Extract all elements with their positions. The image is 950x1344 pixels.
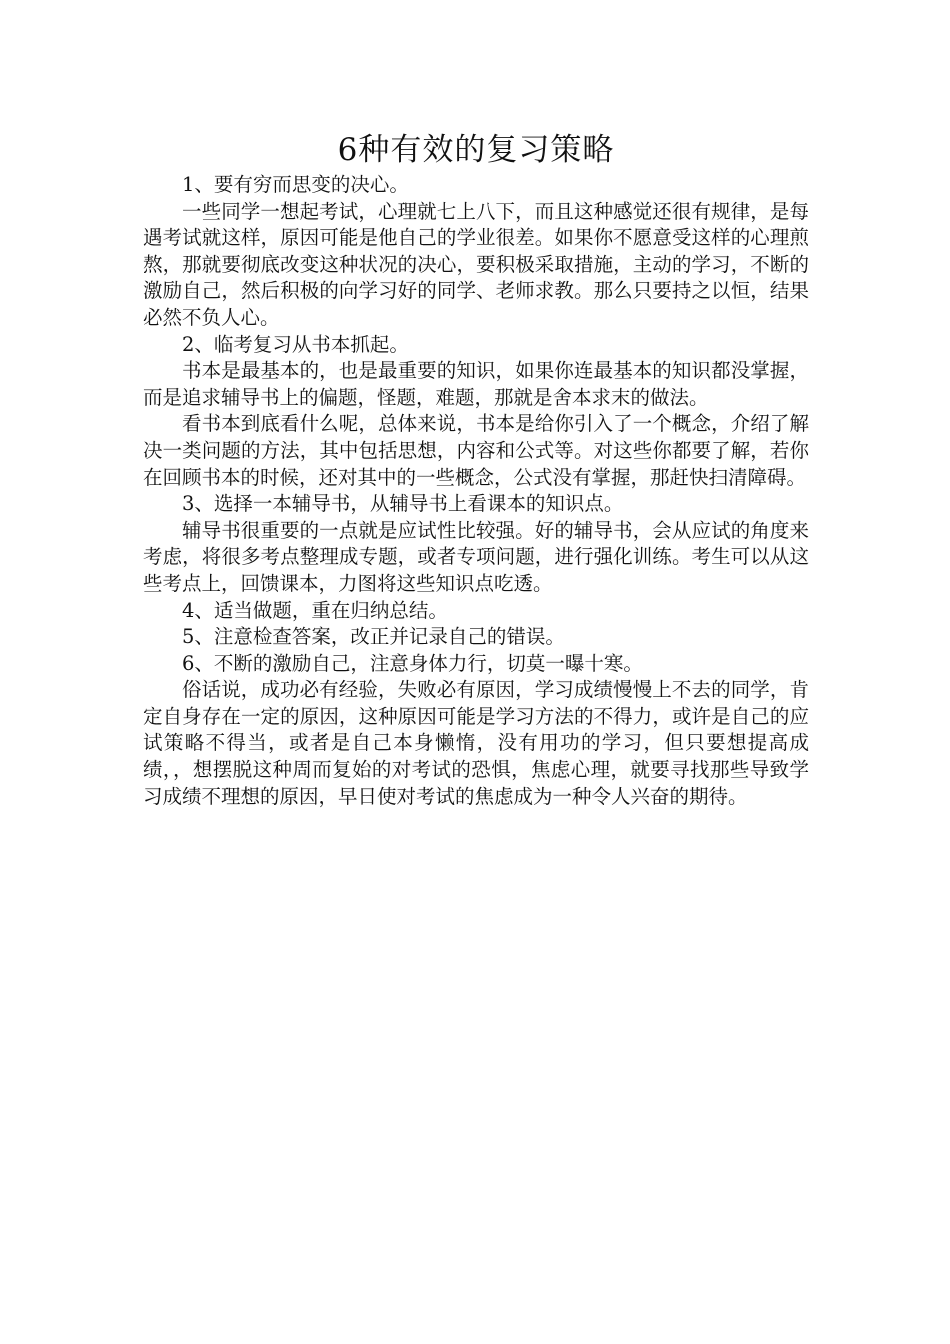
paragraph: 看书本到底看什么呢，总体来说，书本是给你引入了一个概念，介绍了解决一类问题的方法，其中包括思想，内容和公式等。对这些你都要了解，若你在回顾书本的时候，还对其中的一些概念，公式没有掌握，那赶快扫清障碍。 [143,412,809,489]
document-body [143,128,809,810]
document-title: 6种有效的复习策略 [337,132,615,168]
section-heading-2: 2、临考复习从书本抓起。 [182,332,409,356]
paragraph: 一些同学一想起考试，心理就七上八下，而且这种感觉还很有规律，是每遇考试就这样，原因可能是他自己的学业很差。如果你不愿意受这样的心理煎熬，那就要彻底改变这种状况的决心，要积极采取措施，主动的学习，不断的激励自己，然后积极的向学习好的同学、老师求教。那么只要持之以恒，结果必然不负人心。 [143,199,809,329]
section-heading-1: 1、要有穷而思变的决心。 [182,173,409,196]
paragraph: 俗话说，成功必有经验，失败必有原因，学习成绩慢慢上不去的同学，肯定自身存在一定的原因，这种原因可能是学习方法的不得力，或许是自己的应试策略不得当，或者是自己本身懒惰，没有用功的学习，但只要想提高成绩，，想摆脱这种周而复始的对考试的恐惧，焦虑心理，就要寻找那些导致学习成绩不理想的原因，早日使对考试的焦虑成为一种令人兴奋的期待。 [143,678,809,808]
section-heading-3: 3、选择一本辅导书，从辅导书上看课本的知识点。 [182,492,624,516]
section-heading-6: 6、不断的激励自己，注意身体力行，切莫一曝十寒。 [182,651,643,675]
paragraph: 书本是最基本的，也是最重要的知识，如果你连最基本的知识都没掌握，而是追求辅导书上的偏题，怪题，难题，那就是舍本求末的做法。 [143,359,809,409]
section-heading-5: 5、注意检查答案，改正并记录自己的错误。 [182,625,565,649]
section-heading-4: 4、适当做题，重在归纳总结。 [182,598,448,622]
paragraph: 辅导书很重要的一点就是应试性比较强。好的辅导书，会从应试的角度来考虑，将很多考点整理成专题，或者专项问题，进行强化训练。考生可以从这些考点上，回馈课本，力图将这些知识点吃透。 [143,518,809,595]
